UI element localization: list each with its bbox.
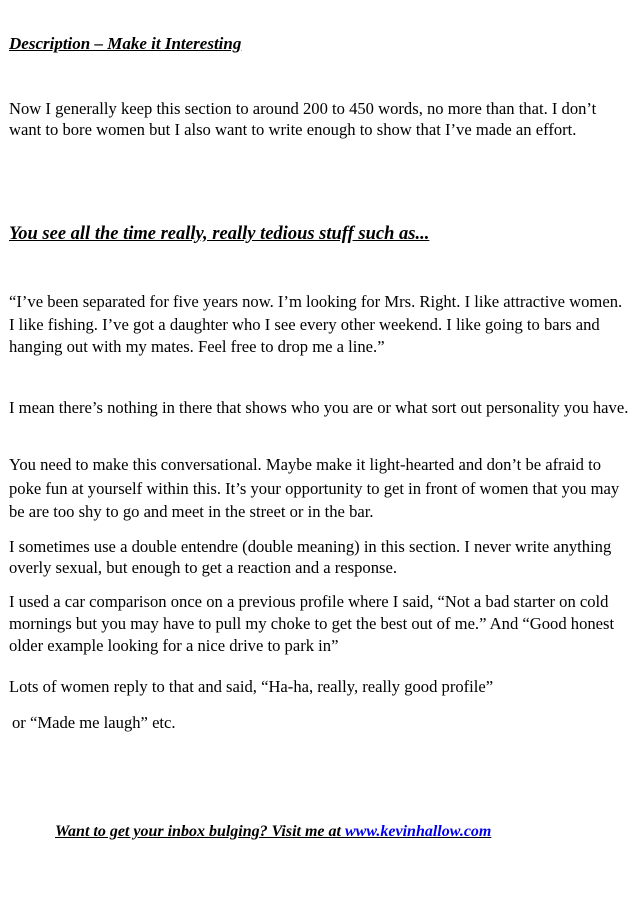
paragraph-example-quote: “I’ve been separated for five years now. I’m looking for Mrs. Right. I like attractive women. I like fishing. I’ve got a daughter who I see every other weekend. I like going to bars and hanging out with my mates. Feel free to drop me a line.”	[9, 292, 623, 356]
section-heading-tedious: You see all the time really, really tedious stuff such as...	[9, 224, 430, 244]
paragraph-intro: Now I generally keep this section to around 200 to 450 words, no more than that. I don’t want to bore women but I also want to write enough to show that I’ve made an effort.	[9, 99, 597, 139]
paragraph-replies: Lots of women reply to that and said, “Ha-ha, really, really good profile”	[9, 677, 494, 696]
paragraph-conversational: You need to make this conversational. Maybe make it light-hearted and don’t be afraid to poke fun at yourself within this. It’s your opportunity to get in front of women that you may be are too shy to go and meet in the street or in the bar.	[9, 455, 620, 521]
paragraph-nothing: I mean there’s nothing in there that shows who you are or what sort out personality you have.	[9, 398, 629, 417]
footer-website-link[interactable]: www.kevinhallow.com	[344, 823, 492, 840]
paragraph-made-me-laugh: or “Made me laugh” etc.	[12, 713, 176, 732]
section-heading-description: Description – Make it Interesting	[9, 34, 242, 53]
footer-promo	[55, 823, 491, 841]
paragraph-car-comparison: I used a car comparison once on a previous profile where I said, “Not a bad starter on cold mornings but you may have to pull my choke to get the best out of me.” And “Good honest older example looking for a nice drive to park in”	[9, 592, 615, 655]
footer-text: Want to get your inbox bulging? Visit me at	[55, 823, 345, 840]
paragraph-double-entendre: I sometimes use a double entendre (double meaning) in this section. I never write anything overly sexual, but enough to get a reaction and a response.	[9, 537, 612, 577]
